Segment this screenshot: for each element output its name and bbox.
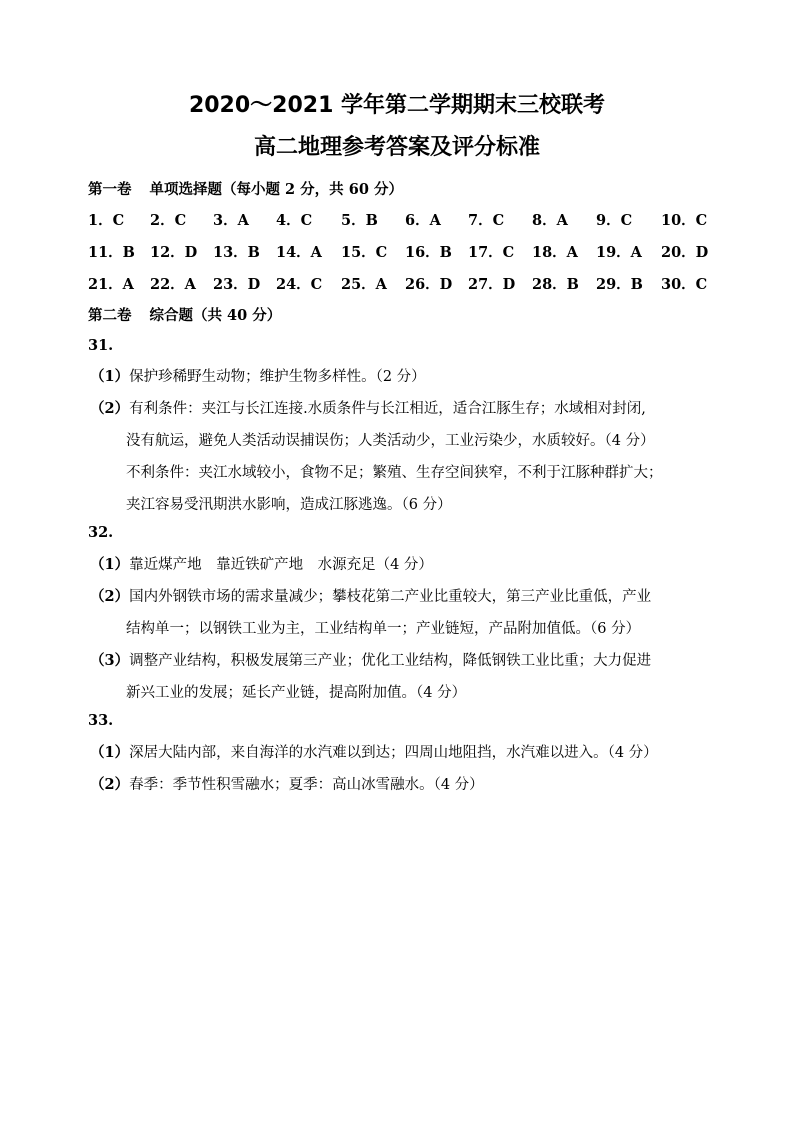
answer-item: 27．D — [468, 276, 516, 293]
part2-name: 第二卷 — [88, 307, 132, 324]
answer-item: 7．C — [468, 212, 505, 229]
q32-sub2 — [90, 585, 651, 606]
q32-sub3-line2: 新兴工业的发展；延长产业链，提高附加值。（4 分） — [126, 685, 467, 701]
answer-row-3 — [88, 273, 728, 295]
page-title: 2020～2021 学年第二学期期末三校联考 — [188, 93, 606, 118]
q32-sub3 — [90, 649, 651, 670]
page-subtitle: 高二地理参考答案及评分标准 — [253, 135, 540, 160]
q31-sub2-line3: 不利条件：夹江水域较小，食物不足；繁殖、生存空间狭窄，不利于江豚种群扩大； — [126, 465, 663, 481]
q33-sub2-text: 春季：季节性积雪融水；夏季：高山冰雪融水。（4 分） — [129, 777, 484, 793]
answer-item: 11．B — [88, 244, 135, 261]
answer-item: 16．B — [405, 244, 452, 261]
q31-sub2 — [90, 397, 646, 418]
answer-item: 28．B — [532, 276, 579, 293]
q31-sub1-text: 保护珍稀野生动物；维护生物多样性。（2 分） — [129, 369, 426, 385]
q32-sub1 — [90, 553, 433, 574]
answer-item: 12．D — [150, 244, 198, 261]
answer-item: 9．C — [596, 212, 633, 229]
answer-item: 1．C — [88, 212, 125, 229]
q32-sub2-label: （2） — [90, 588, 130, 605]
q33-sub1-text: 深居大陆内部，来自海洋的水汽难以到达；四周山地阻挡，水汽难以进入。（4 分） — [129, 745, 658, 761]
part1-name: 第一卷 — [88, 181, 132, 198]
q31-sub2-line4: 夹江容易受汛期洪水影响，造成江豚逃逸。（6 分） — [126, 497, 452, 513]
question-33-number: 33. — [88, 712, 114, 729]
answer-item: 17．C — [468, 244, 515, 261]
answer-item: 15．C — [341, 244, 388, 261]
part1-desc: 单项选择题（每小题 2 分，共 60 分） — [149, 181, 403, 198]
answer-item: 13．B — [213, 244, 260, 261]
q31-sub1-label: （1） — [90, 368, 130, 385]
answer-item: 4．C — [276, 212, 313, 229]
answer-item: 26．D — [405, 276, 453, 293]
part2-desc: 综合题（共 40 分） — [149, 307, 282, 324]
answer-item: 18．A — [532, 244, 578, 261]
q31-sub2-label: （2） — [90, 400, 130, 417]
question-31-number: 31. — [88, 337, 114, 354]
q32-sub3-label: （3） — [90, 652, 130, 669]
answer-item: 2．C — [150, 212, 187, 229]
q31-sub2-line2: 没有航运，避免人类活动误捕误伤；人类活动少，工业污染少，水质较好。（4 分） — [126, 433, 655, 449]
answer-item: 20．D — [661, 244, 709, 261]
q31-sub1 — [90, 365, 426, 386]
answer-item: 10．C — [661, 212, 708, 229]
answer-item: 29．B — [596, 276, 643, 293]
answer-item: 6．A — [405, 212, 441, 229]
answer-row-1 — [88, 209, 728, 231]
answer-item: 24．C — [276, 276, 323, 293]
answer-item: 19．A — [596, 244, 642, 261]
q32-sub2-line2: 结构单一；以钢铁工业为主，工业结构单一；产业链短，产品附加值低。（6 分） — [126, 621, 641, 637]
answer-item: 30．C — [661, 276, 708, 293]
q32-sub1-text: 靠近煤产地 靠近铁矿产地 水源充足（4 分） — [129, 557, 433, 573]
q31-sub2-line1: 有利条件：夹江与长江连接.水质条件与长江相近，适合江豚生存；水域相对封闭, — [129, 401, 646, 417]
answer-item: 8．A — [532, 212, 568, 229]
q33-sub1-label: （1） — [90, 744, 130, 761]
question-32-number: 32. — [88, 524, 114, 541]
part2-heading — [88, 304, 281, 325]
answer-item: 5．B — [341, 212, 378, 229]
answer-item: 3．A — [213, 212, 249, 229]
answer-item: 23．D — [213, 276, 261, 293]
q33-sub1 — [90, 741, 658, 762]
q32-sub2-line1: 国内外钢铁市场的需求量减少；攀枝花第二产业比重较大，第三产业比重低，产业 — [129, 589, 652, 605]
answer-item: 25．A — [341, 276, 387, 293]
part1-heading — [88, 178, 403, 199]
answer-row-2 — [88, 241, 728, 263]
answer-item: 14．A — [276, 244, 322, 261]
answer-item: 21．A — [88, 276, 134, 293]
q33-sub2-label: （2） — [90, 776, 130, 793]
answer-item: 22．A — [150, 276, 196, 293]
q32-sub3-line1: 调整产业结构，积极发展第三产业；优化工业结构，降低钢铁工业比重；大力促进 — [129, 653, 652, 669]
q33-sub2 — [90, 773, 484, 794]
q32-sub1-label: （1） — [90, 556, 130, 573]
